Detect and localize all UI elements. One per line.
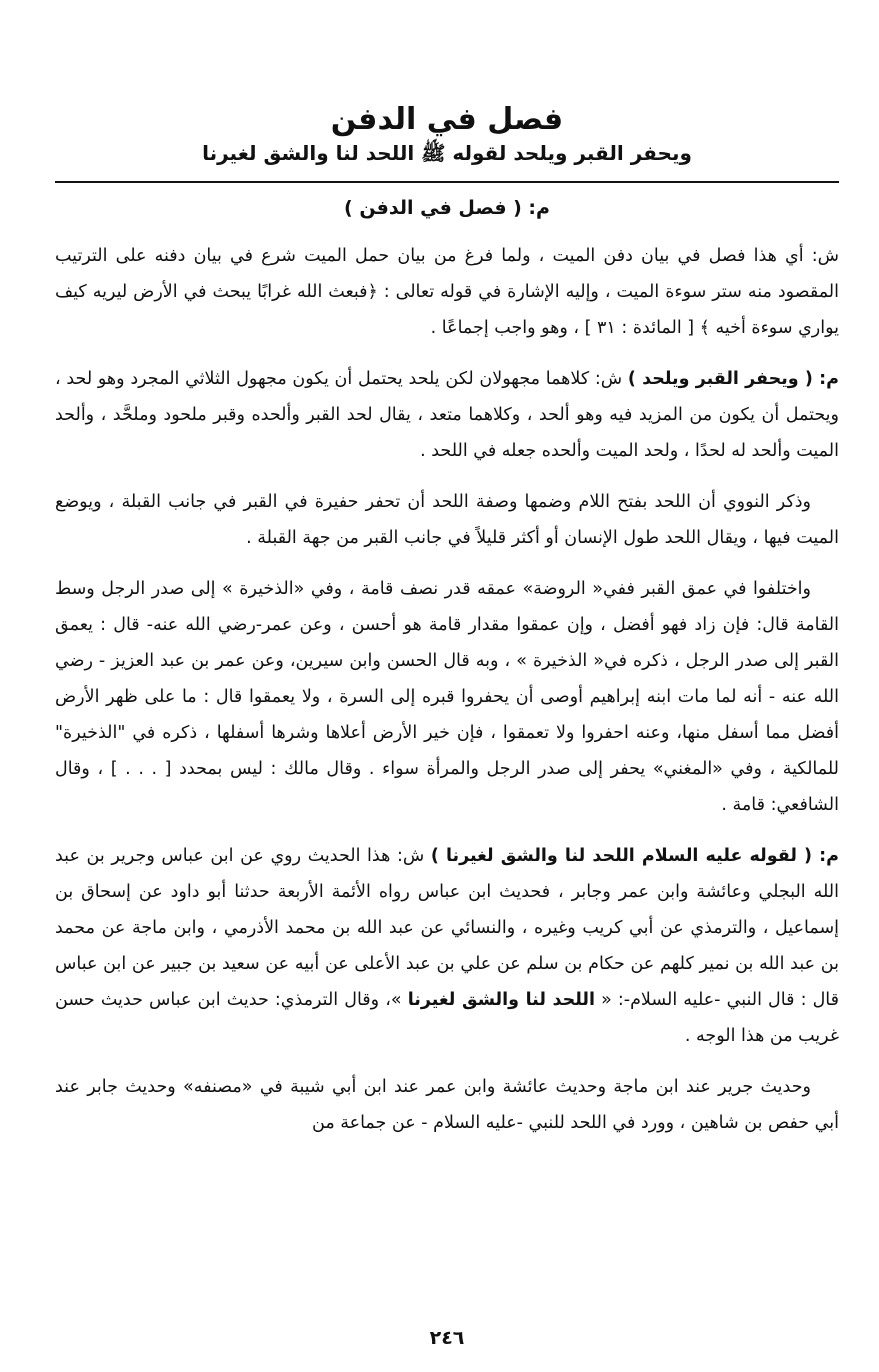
paragraph-text: وحديث جرير عند ابن ماجة وحديث عائشة وابن عمر عند ابن أبي شيبة في «مصنفه» وحديث جابر عند أبي حفص بن شاهين ، وورد في اللحد للنبي -عليه السلام - عن جماعة من — [55, 1077, 839, 1133]
matn-quote: م: ( ويحفر القبر ويلحد ) — [627, 369, 839, 389]
sharh-heading: م: ( فصل في الدفن ) — [344, 197, 550, 219]
matn-heading: ويحفر القبر ويلحد لقوله ﷺ اللحد لنا والشق لغيرنا — [202, 141, 692, 165]
paragraph-lahd-definition — [55, 361, 839, 469]
chapter-title: فصل في الدفن — [330, 102, 564, 138]
paragraph-text: ش: أي هذا فصل في بيان دفن الميت ، ولما فرغ من بيان حمل الميت شرع في بيان دفنه على الترتيب المقصود منه ستر سوءة الميت ، وإليه الإشارة في قوله تعالى : ﴿فبعث الله غرابًا يبحث في الأرض ليريه كيف يواري سوءة أخيه ﴾ [ المائدة : ٣١ ] ، وهو واجب إجماعًا . — [55, 246, 839, 338]
paragraph-grave-depth — [55, 571, 839, 823]
paragraph-text: ش: هذا الحديث روي عن ابن عباس وجرير بن عبد الله البجلي وعائشة وابن عمر وجابر ، فحديث ابن عباس رواه الأئمة الأربعة حدثنا أبو داود عن إسحاق بن إسماعيل ، والترمذي عن أبي كريب وغيره ، والنسائي عن عبد الله بن محمد الأذرمي ، وابن ماجة عن محمد بن عبد الله بن نمير كلهم عن حكام بن سلم عن علي بن عبد الأعلى عن أبيه عن سعيد بن جبير عن ابن عباس قال : قال النبي -عليه السلام-: « — [55, 846, 839, 1010]
paragraph-text: واختلفوا في عمق القبر ففي« الروضة» عمقه قدر نصف قامة ، وفي «الذخيرة » إلى صدر الرجل وسط القامة قال: فإن زاد فهو أفضل ، وإن عمقوا مقدار قامة هو أحسن ، وعن عمر-رضي الله عنه- قال : يعمق القبر إلى صدر الرجل ، ذكره في« الذخيرة » ، وبه قال الحسن وابن سيرين، وعن عمر بن عبد العزيز - رضي الله عنه - أنه لما مات ابنه إبراهيم أوصى أن يحفروا قبره إلى السرة ، ولا يعمقوا قال : ما على ظهر الأرض أفضل مما أسفل منها، وعنه احفروا ولا تعمقوا ، فإن خير الأرض أعلاها وشرها أسفلها ، ذكره في "الذخيرة" للمالكية ، وفي «المغني» يحفر إلى صدر الرجل والمرأة سواء . وقال مالك : ليس بمحدد [ . . . ] ، وقال الشافعي: قامة . — [55, 579, 839, 815]
section-divider — [55, 181, 839, 183]
paragraph-intro — [55, 238, 839, 346]
paragraph-hadith — [55, 838, 839, 1054]
paragraph-text: ش: كلاهما مجهولان لكن يلحد يحتمل أن يكون مجهول الثلاثي المجرد وهو لحد ، ويحتمل أن يكون من المزيد فيه وهو ألحد ، وكلاهما متعد ، يقال لحد القبر وألحده وقبر ملحود وملحَّد ، وألحد الميت وألحد له لحدًا ، ولحد الميت وألحده جعله في اللحد . — [55, 369, 839, 461]
book-page — [55, 0, 839, 1372]
commentary-body — [55, 238, 839, 1156]
paragraph-nawawi — [55, 484, 839, 556]
paragraph-narrations — [55, 1069, 839, 1141]
matn-quote: م: ( لقوله عليه السلام اللحد لنا والشق لغيرنا ) — [430, 846, 839, 866]
paragraph-text-after: »، وقال الترمذي: حديث ابن عباس حديث حسن غريب من هذا الوجه . — [55, 990, 839, 1046]
paragraph-text: وذكر النووي أن اللحد بفتح اللام وضمها وصفة اللحد أن تحفر حفيرة في القبر في جانب القبلة ، ويوضع الميت فيها ، ويقال اللحد طول الإنسان أو أكثر قليلاً في جانب القبر من جهة القبلة . — [55, 492, 839, 548]
page-number: ٢٤٦ — [429, 1327, 465, 1349]
hadith-quote: اللحد لنا والشق لغيرنا — [407, 990, 595, 1010]
